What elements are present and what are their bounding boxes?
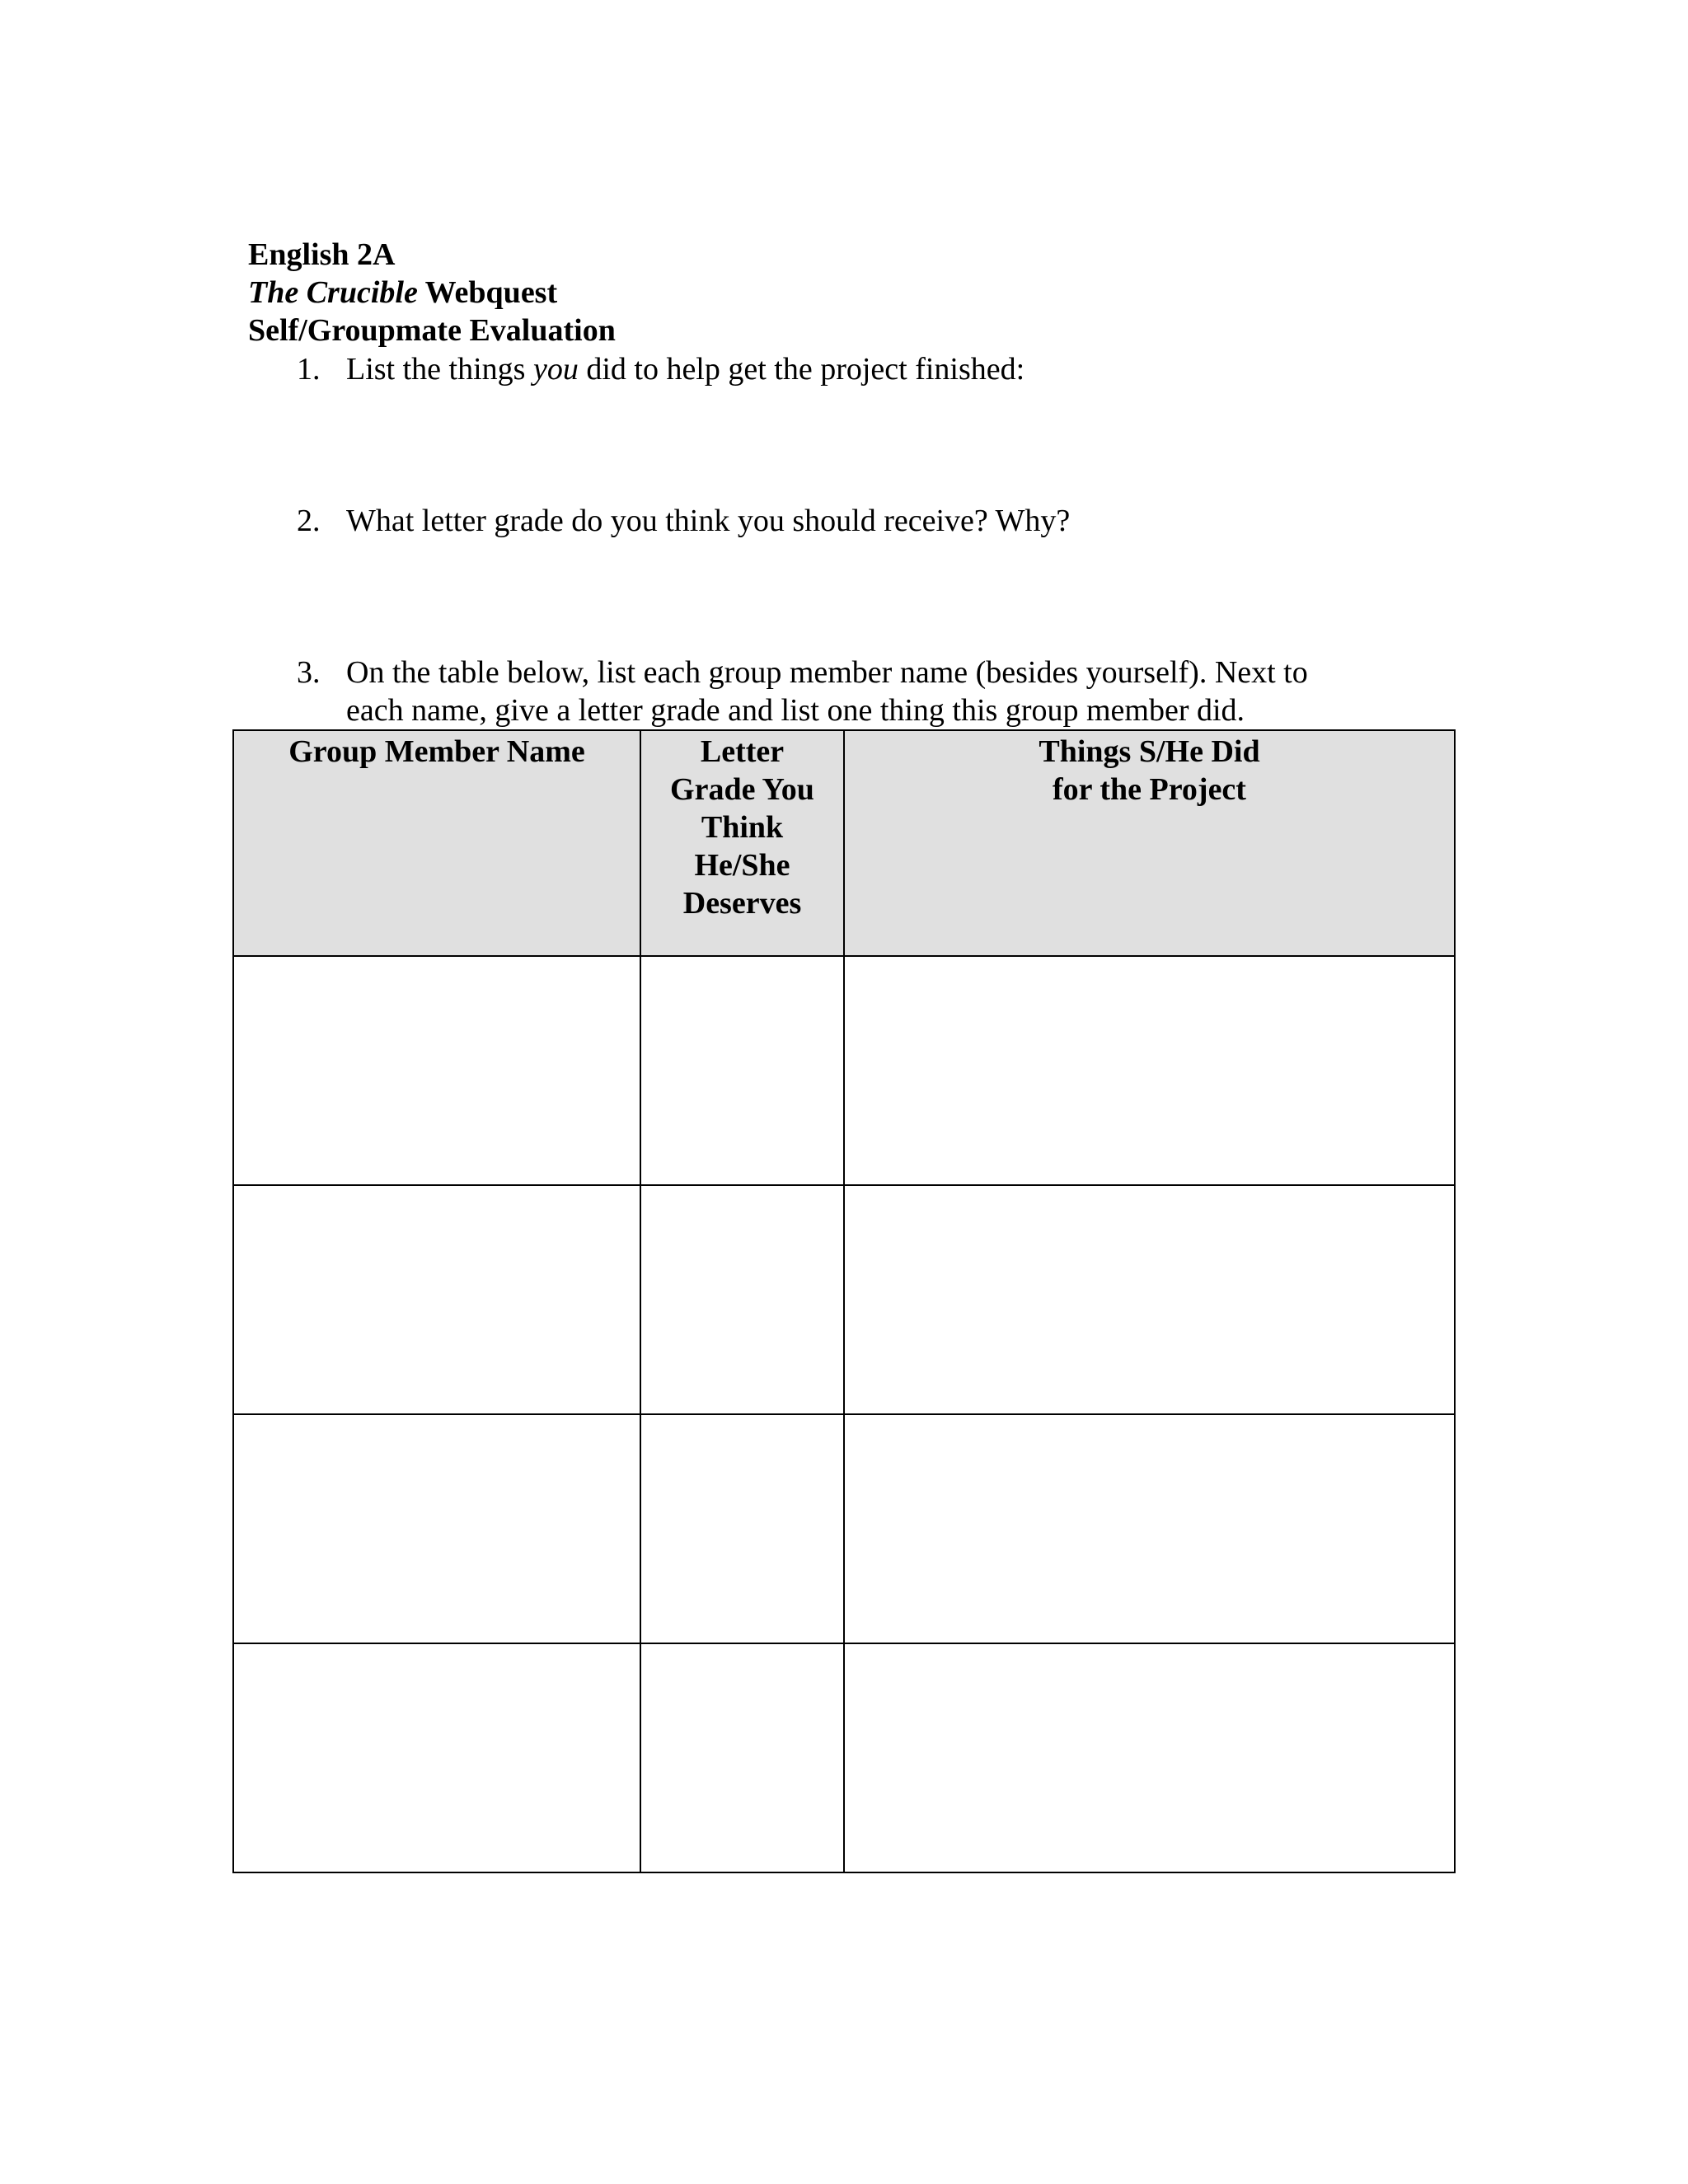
assignment-title-rest: Webquest [417,275,558,310]
question-number: 1. [297,352,321,387]
letter-grade-cell[interactable] [640,956,844,1185]
table-row [233,1185,1455,1414]
question-text-emphasis: you [532,352,579,387]
letter-grade-cell[interactable] [640,1643,844,1872]
letter-grade-cell[interactable] [640,1185,844,1414]
header-letter-grade: Letter Grade You Think He/She Deserves [640,730,844,956]
things-done-cell[interactable] [844,956,1455,1185]
worksheet-subtitle: Self/Groupmate Evaluation [248,313,616,348]
table-row [233,956,1455,1185]
question-text: What letter grade do you think you should receive? Why? [346,504,1071,538]
things-done-cell[interactable] [844,1185,1455,1414]
assignment-title [248,274,616,312]
member-name-cell[interactable] [233,1414,640,1643]
things-done-cell[interactable] [844,1414,1455,1643]
question-text-line: On the table below, list each group member name (besides yourself). Next to [346,655,1308,690]
member-name-cell[interactable] [233,956,640,1185]
question-text-part: List the things [346,352,533,387]
things-done-cell[interactable] [844,1643,1455,1872]
member-name-cell[interactable] [233,1643,640,1872]
course-name: English 2A [248,237,396,272]
groupmate-evaluation-table [232,729,1456,1873]
question-text [346,350,1025,388]
question-number: 3. [297,655,321,690]
letter-grade-cell[interactable] [640,1414,844,1643]
table-row [233,1414,1455,1643]
question-text-part: did to help get the project finished: [578,352,1025,387]
member-name-cell[interactable] [233,1185,640,1414]
table-row [233,1643,1455,1872]
table-header-row [233,730,1455,956]
header-things-done: Things S/He Did for the Project [844,730,1455,956]
header-group-member-name: Group Member Name [233,730,640,956]
question-text-line: each name, give a letter grade and list one thing this group member did. [346,693,1245,728]
assignment-title-italic: The Crucible [248,275,418,310]
question-number: 2. [297,504,321,538]
worksheet-header [248,236,616,349]
question-text [346,654,1308,729]
